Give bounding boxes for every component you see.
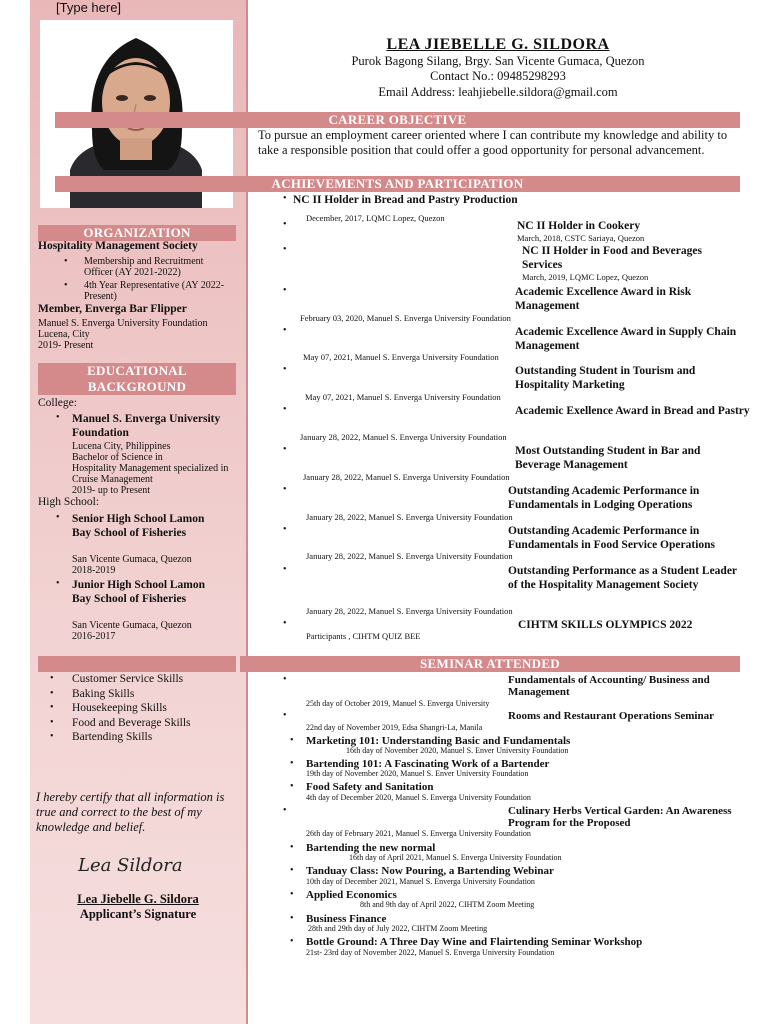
org-hms-role-1: Membership and Recruitment Officer (AY 2021-2022) <box>84 256 204 278</box>
address-line: Purok Bagong Silang, Brgy. San Vicente Gumaca, Quezon <box>351 54 645 68</box>
shs-detail: 2018-2019 <box>72 565 116 576</box>
seminar-detail: 4th day of December 2020, Manuel S. Enverga University Foundation <box>306 793 531 802</box>
organization-heading: ORGANIZATION <box>38 225 236 241</box>
college-label: College: <box>38 397 77 409</box>
achievement-detail: January 28, 2022, Manuel S. Enverga University Foundation <box>303 472 510 482</box>
org-hms-role-2: 4th Year Representative (AY 2022-Present) <box>84 280 225 302</box>
achievement-detail: January 28, 2022, Manuel S. Enverga University Foundation <box>300 432 507 442</box>
highschool-label: High School: <box>38 496 100 508</box>
bullet-icon: • <box>283 244 287 255</box>
bullet-icon: • <box>56 578 60 589</box>
placeholder-text[interactable]: [Type here] <box>56 0 122 15</box>
org-flipper-line: Manuel S. Enverga University Foundation <box>38 318 208 329</box>
signature-script: Lea Sildora <box>78 855 183 876</box>
shs-detail: San Vicente Gumaca, Quezon <box>72 554 192 565</box>
college-detail: Hospitality Management specialized in <box>72 463 229 474</box>
seminar-title: Rooms and Restaurant Operations Seminar <box>508 710 714 722</box>
seminar-detail: 25th day of October 2019, Manuel S. Enverga University <box>306 699 490 708</box>
seminar-title: Marketing 101: Understanding Basic and Fundamentals <box>306 735 571 747</box>
college-name: Manuel S. Enverga University Foundation <box>72 413 221 439</box>
seminar-detail: 19th day of November 2020, Manuel S. Enver University Foundation <box>306 769 529 778</box>
shs-name: Senior High School Lamon Bay School of Fisheries <box>72 513 205 539</box>
education-heading: EDUCATIONAL BACKGROUND <box>38 363 236 395</box>
bullet-icon: • <box>283 674 287 685</box>
bullet-icon: • <box>283 404 287 415</box>
jhs-name: Junior High School Lamon Bay School of Fisheries <box>72 579 206 605</box>
achievement-title: Most Outstanding Student in Bar and Beverage Management <box>515 445 701 471</box>
contact-line: Contact No.: 09485298293 <box>430 69 566 83</box>
org-flipper-title: Member, Enverga Bar Flipper <box>38 303 187 315</box>
org-hms-title: Hospitality Management Society <box>38 240 198 252</box>
seminar-title: Business Finance <box>306 913 387 925</box>
skills-heading-band <box>38 656 236 672</box>
achievement-title: Academic Exellence Award in Bread and Pastry <box>515 405 750 417</box>
achievement-title: Outstanding Performance as a Student Leader of the Hospitality Management Society <box>508 565 737 591</box>
achievement-detail: May 07, 2021, Manuel S. Enverga University Foundation <box>305 392 501 402</box>
college-detail: Lucena City, Philippines <box>72 441 171 452</box>
signature-name: Lea Jiebelle G. Sildora <box>77 892 199 906</box>
bullet-icon: • <box>283 618 287 629</box>
skill-item: Housekeeping Skills <box>72 702 167 714</box>
seminar-detail: 16th day of April 2021, Manuel S. Enverga University Foundation <box>349 853 562 862</box>
seminar-detail: 10th day of December 2021, Manuel S. Enverga University Foundation <box>306 877 535 886</box>
bullet-icon: • <box>283 484 287 495</box>
seminars-heading: SEMINAR ATTENDED <box>240 656 740 672</box>
bullet-icon: • <box>283 444 287 455</box>
achievement-title: Outstanding Academic Performance in Fundamentals in Food Service Operations <box>508 525 716 551</box>
college-detail: Bachelor of Science in <box>72 452 163 463</box>
bullet-icon: • <box>283 219 287 230</box>
skill-item: Food and Beverage Skills <box>72 716 191 729</box>
applicant-name: LEA JIEBELLE G. SILDORA <box>386 36 610 53</box>
bullet-icon: • <box>290 758 294 769</box>
bullet-icon: • <box>64 256 68 267</box>
bullet-icon: • <box>56 512 60 523</box>
career-objective-heading: CAREER OBJECTIVE <box>55 112 740 128</box>
signature-caption: Applicant’s Signature <box>79 907 197 921</box>
bullet-icon: • <box>283 564 287 575</box>
seminar-detail: 21st- 23rd day of November 2022, Manuel S. Enverga University Foundation <box>306 948 555 957</box>
bullet-icon: • <box>290 913 294 924</box>
bullet-icon: • <box>290 889 294 900</box>
org-flipper-line: Lucena, City <box>38 329 90 340</box>
college-detail: Cruise Management <box>72 474 153 485</box>
bullet-icon: • <box>283 325 287 336</box>
seminar-title: Bartending the new normal <box>306 842 436 854</box>
achievement-title: Outstanding Student in Tourism and Hospitality Marketing <box>515 365 696 391</box>
bullet-icon: • <box>50 687 54 699</box>
achievement-detail: May 07, 2021, Manuel S. Enverga University Foundation <box>303 352 499 362</box>
bullet-icon: • <box>50 702 54 713</box>
seminar-title: Applied Economics <box>306 889 397 901</box>
bullet-icon: • <box>290 781 294 792</box>
achievement-title: CIHTM SKILLS OLYMPICS 2022 <box>518 619 693 631</box>
achievement-detail: March, 2019, LQMC Lopez, Quezon <box>522 272 649 282</box>
bullet-icon: • <box>290 842 294 853</box>
bullet-icon: • <box>290 865 294 876</box>
bullet-icon: • <box>283 364 287 375</box>
achievement-detail: January 28, 2022, Manuel S. Enverga University Foundation <box>306 606 513 616</box>
seminar-detail: 16th day of November 2020, Manuel S. Enver University Foundation <box>346 746 569 755</box>
skill-item: Bartending Skills <box>72 731 153 743</box>
seminar-title: Culinary Herbs Vertical Garden: An Awareness Program for the Proposed <box>508 805 732 829</box>
seminar-detail: 26th day of February 2021, Manuel S. Enverga University Foundation <box>306 829 531 838</box>
seminar-title: Food Safety and Sanitation <box>306 781 434 793</box>
bullet-icon: • <box>283 285 287 296</box>
bullet-icon: • <box>56 412 60 423</box>
achievement-title: NC II Holder in Cookery <box>517 220 641 232</box>
achievement-detail: March, 2018, CSTC Sariaya, Quezon <box>517 233 645 243</box>
bullet-icon: • <box>283 193 287 204</box>
jhs-detail: San Vicente Gumaca, Quezon <box>72 620 192 631</box>
seminar-detail: 8th and 9th day of April 2022, CIHTM Zoom Meeting <box>360 900 535 909</box>
seminar-detail: 28th and 29th day of July 2022, CIHTM Zoom Meeting <box>308 924 488 933</box>
seminar-title: Bartending 101: A Fascinating Work of a Bartender <box>306 758 550 770</box>
bullet-icon: • <box>64 280 68 291</box>
achievement-detail: December, 2017, LQMC Lopez, Quezon <box>306 213 445 223</box>
skill-item: Baking Skills <box>72 687 135 700</box>
bullet-icon: • <box>50 731 54 742</box>
career-objective-text: To pursue an employment career oriented where I can contribute my knowledge and ability to take a responsible position that could offer a good opportunity for personal advancement. <box>258 128 728 157</box>
bullet-icon: • <box>50 716 54 728</box>
achievement-detail: January 28, 2022, Manuel S. Enverga University Foundation <box>306 512 513 522</box>
seminar-title: Bottle Ground: A Three Day Wine and Flairtending Seminar Workshop <box>306 936 643 948</box>
achievement-title: NC II Holder in Bread and Pastry Production <box>293 194 518 206</box>
seminar-title: Tanduay Class: Now Pouring, a Bartending Webinar <box>306 865 554 877</box>
org-flipper-line: 2019- Present <box>38 340 94 351</box>
bullet-icon: • <box>290 936 294 947</box>
bullet-icon: • <box>283 710 287 721</box>
bullet-icon: • <box>283 524 287 535</box>
seminar-detail: 22nd day of November 2019, Edsa Shangri-La, Manila <box>306 723 483 732</box>
achievement-title: Academic Excellence Award in Supply Chain Management <box>515 326 737 352</box>
achievement-title: Outstanding Academic Performance in Fundamentals in Lodging Operations <box>508 485 700 511</box>
skill-item: Customer Service Skills <box>72 673 184 685</box>
college-detail: 2019- up to Present <box>72 485 151 496</box>
jhs-detail: 2016-2017 <box>72 631 116 642</box>
achievement-detail: Participants , CIHTM QUIZ BEE <box>306 631 421 641</box>
bullet-icon: • <box>290 735 294 746</box>
achievement-title: NC II Holder in Food and Beverages Services <box>522 245 702 271</box>
email-line: Email Address: leahjiebelle.sildora@gmail.com <box>378 85 618 99</box>
achievements-heading: ACHIEVEMENTS AND PARTICIPATION <box>55 176 740 192</box>
certification-statement: I hereby certify that all information is true and correct to the best of my knowledge and belief. <box>36 790 225 834</box>
seminar-title: Fundamentals of Accounting/ Business and Management <box>508 674 710 698</box>
achievement-detail: February 03, 2020, Manuel S. Enverga University Foundation <box>300 313 511 323</box>
achievement-detail: January 28, 2022, Manuel S. Enverga University Foundation <box>306 551 513 561</box>
achievement-title: Academic Excellence Award in Risk Management <box>515 286 692 312</box>
bullet-icon: • <box>50 673 54 684</box>
bullet-icon: • <box>283 805 287 816</box>
